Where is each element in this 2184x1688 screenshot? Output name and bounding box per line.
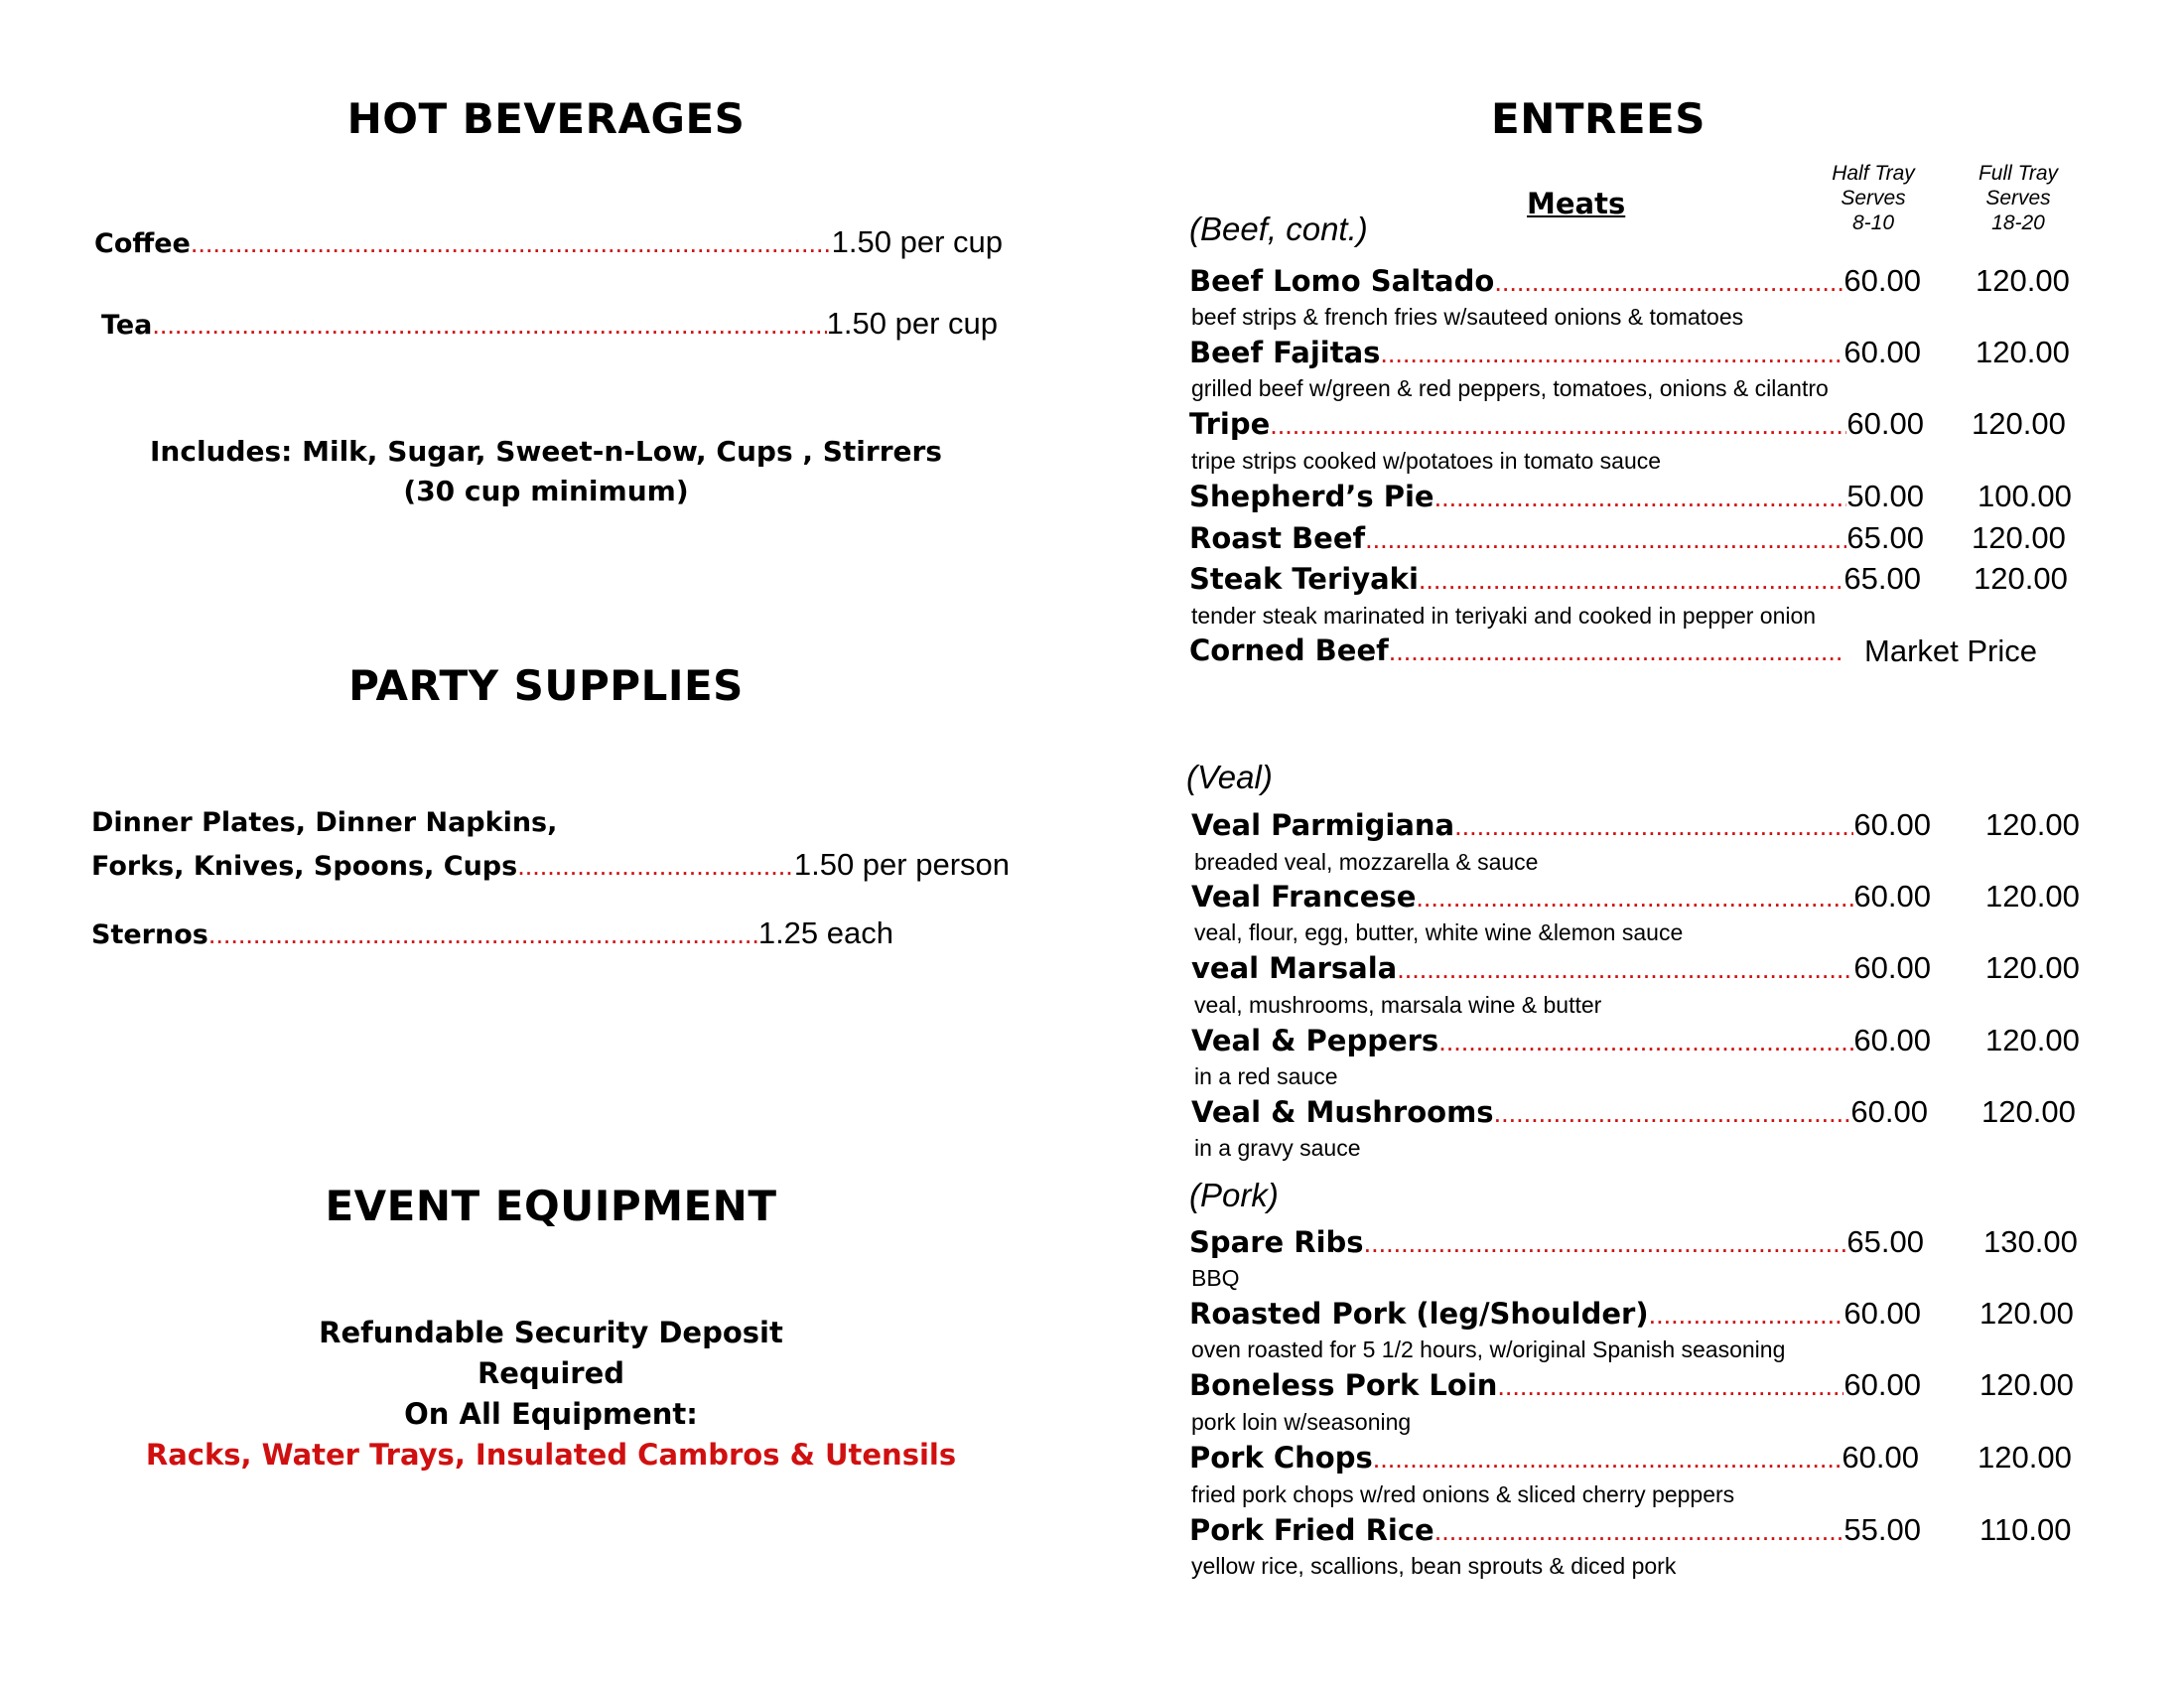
menu-item-corned-beef <box>1189 633 1844 667</box>
dot-leader <box>1494 1098 1851 1129</box>
dot-leader <box>1649 1300 1844 1331</box>
half-price: 60.00 <box>1853 879 1931 914</box>
menu-item-veal-marsala <box>1191 950 1931 986</box>
dot-leader <box>1416 883 1853 914</box>
entrees-title: ENTREES <box>1491 94 1706 143</box>
full-price: 100.00 <box>1978 479 2072 513</box>
menu-item-veal-parmigiana <box>1191 807 1931 843</box>
tea-price: 1.50 per cup <box>826 306 998 341</box>
dot-leader <box>208 919 758 950</box>
half-price: 60.00 <box>1842 1440 1919 1475</box>
item-description: yellow rice, scallions, bean sprouts & diced pork <box>1191 1553 1677 1579</box>
item-name: Roasted Pork (leg/Shoulder) <box>1189 1297 1649 1331</box>
item-name: Veal & Mushrooms <box>1191 1095 1494 1129</box>
party-supplies-line-1: Dinner Plates, Dinner Napkins, <box>91 807 558 838</box>
tea-label: Tea <box>101 310 153 341</box>
half-price: 55.00 <box>1843 1512 1921 1547</box>
dot-leader <box>1434 483 1847 513</box>
menu-item-spare-ribs <box>1189 1224 1924 1260</box>
half-price: 65.00 <box>1843 561 1921 596</box>
beef-section-label: (Beef, cont.) <box>1189 211 1368 247</box>
event-equipment-title: EVENT EQUIPMENT <box>325 1182 777 1230</box>
full-price: 130.00 <box>1983 1224 2078 1259</box>
full-price: 120.00 <box>1976 335 2070 369</box>
menu-item-steak-teriyaki <box>1189 561 1921 597</box>
pork-section-label: (Pork) <box>1189 1177 1279 1213</box>
dot-leader <box>1364 1228 1847 1259</box>
sternos-price: 1.25 each <box>757 915 893 950</box>
dot-leader <box>1389 636 1844 667</box>
item-name: Tripe <box>1189 407 1271 441</box>
half-price: 60.00 <box>1843 263 1921 298</box>
menu-item-pork-chops <box>1189 1440 1919 1476</box>
dot-leader <box>152 310 826 341</box>
item-name: Corned Beef <box>1189 633 1389 667</box>
item-name: Pork Chops <box>1189 1441 1373 1475</box>
item-name: Veal Francese <box>1191 880 1417 914</box>
full-price: 120.00 <box>1985 1023 2080 1057</box>
dot-leader <box>1497 1371 1843 1402</box>
item-name: Spare Ribs <box>1189 1225 1364 1259</box>
menu-item-tripe <box>1189 406 1924 442</box>
half-tray-count: 8-10 <box>1851 211 1895 234</box>
item-description: tender steak marinated in teriyaki and cooked in pepper onion <box>1191 603 1817 629</box>
menu-item-roasted-pork <box>1189 1296 1921 1332</box>
menu-item-pork-fried-rice <box>1189 1512 1921 1548</box>
full-price: 120.00 <box>1976 263 2070 298</box>
full-price: 120.00 <box>1981 1094 2076 1129</box>
half-price: 60.00 <box>1853 807 1931 842</box>
full-price: 110.00 <box>1979 1512 2072 1547</box>
half-tray-label: Half Tray <box>1832 162 1915 185</box>
half-price: 60.00 <box>1846 406 1924 441</box>
full-tray-count: 18-20 <box>1991 211 2045 234</box>
item-description: oven roasted for 5 1/2 hours, w/original Spanish seasoning <box>1191 1336 1786 1362</box>
hot-beverages-title: HOT BEVERAGES <box>346 94 746 143</box>
party-supplies-title: PARTY SUPPLIES <box>348 661 744 710</box>
half-price: 60.00 <box>1843 335 1921 369</box>
item-description: BBQ <box>1191 1265 1240 1291</box>
menu-item-veal-mushrooms <box>1191 1094 1928 1130</box>
menu-item-roast-beef <box>1189 520 1924 556</box>
dot-leader <box>1454 811 1853 842</box>
coffee-price: 1.50 per cup <box>831 224 1003 259</box>
item-name: Veal & Peppers <box>1191 1024 1439 1057</box>
item-name: Shepherd’s Pie <box>1189 480 1434 513</box>
includes-line-1: Includes: Milk, Sugar, Sweet-n-Low, Cups , Stirrers <box>150 435 942 468</box>
deposit-line-1: Refundable Security Deposit <box>319 1316 783 1349</box>
full-price: 120.00 <box>1979 1367 2074 1402</box>
dot-leader <box>1438 1027 1853 1057</box>
dot-leader <box>1365 524 1846 555</box>
item-description: beef strips & french fries w/sauteed onions & tomatoes <box>1191 304 1744 330</box>
full-price: 120.00 <box>1972 520 2066 555</box>
dot-leader <box>1434 1516 1844 1547</box>
item-name: Roast Beef <box>1189 521 1366 555</box>
menu-item-boneless-pork-loin <box>1189 1367 1921 1403</box>
menu-item-shepherds-pie <box>1189 479 1924 514</box>
item-description: breaded veal, mozzarella & sauce <box>1194 849 1539 875</box>
dot-leader <box>1380 339 1843 369</box>
dot-leader <box>1270 410 1846 441</box>
full-price: 120.00 <box>1978 1440 2072 1475</box>
equipment-list: Racks, Water Trays, Insulated Cambros & Utensils <box>145 1438 957 1472</box>
dot-leader <box>191 228 832 259</box>
full-tray-header <box>1954 161 2083 235</box>
market-price: Market Price <box>1864 633 2037 668</box>
full-price: 120.00 <box>1985 807 2080 842</box>
item-description: in a gravy sauce <box>1194 1135 1361 1161</box>
full-tray-serves: Serves <box>1985 187 2051 210</box>
dot-leader <box>1373 1444 1843 1475</box>
cutlery-label: Forks, Knives, Spoons, Cups <box>91 851 518 882</box>
dot-leader <box>1494 267 1843 298</box>
full-price: 120.00 <box>1979 1296 2074 1331</box>
full-price: 120.00 <box>1974 561 2068 596</box>
party-supplies-row <box>91 847 1010 883</box>
coffee-label: Coffee <box>94 228 191 259</box>
item-description: grilled beef w/green & red peppers, tomatoes, onions & cilantro <box>1191 375 1829 401</box>
deposit-line-3: On All Equipment: <box>404 1397 698 1431</box>
item-description: veal, flour, egg, butter, white wine &lemon sauce <box>1194 919 1684 945</box>
item-name: Beef Lomo Saltado <box>1189 264 1495 298</box>
dot-leader <box>517 851 794 882</box>
half-tray-header <box>1809 161 1938 235</box>
item-name: Boneless Pork Loin <box>1189 1368 1498 1402</box>
includes-line-2: (30 cup minimum) <box>403 475 689 507</box>
sternos-row <box>91 915 893 951</box>
half-price: 60.00 <box>1853 1023 1931 1057</box>
half-price: 60.00 <box>1853 950 1931 985</box>
half-price: 65.00 <box>1846 1224 1924 1259</box>
item-description: fried pork chops w/red onions & sliced cherry peppers <box>1191 1481 1735 1507</box>
menu-item-veal-peppers <box>1191 1023 1931 1058</box>
item-name: veal Marsala <box>1191 951 1398 985</box>
deposit-line-2: Required <box>477 1356 625 1390</box>
item-description: pork loin w/seasoning <box>1191 1409 1412 1435</box>
tea-row <box>101 306 998 342</box>
sternos-label: Sternos <box>91 919 208 950</box>
half-price: 60.00 <box>1850 1094 1928 1129</box>
dot-leader <box>1419 565 1844 596</box>
dot-leader <box>1397 954 1853 985</box>
menu-item-beef-lomo-saltado <box>1189 263 1921 299</box>
menu-item-veal-francese <box>1191 879 1931 914</box>
half-tray-serves: Serves <box>1841 187 1906 210</box>
full-price: 120.00 <box>1985 879 2080 914</box>
full-tray-label: Full Tray <box>1978 162 2059 185</box>
half-price: 60.00 <box>1843 1296 1921 1331</box>
full-price: 120.00 <box>1972 406 2066 441</box>
item-name: Pork Fried Rice <box>1189 1513 1434 1547</box>
cutlery-price: 1.50 per person <box>793 847 1010 882</box>
item-name: Beef Fajitas <box>1189 336 1381 369</box>
half-price: 50.00 <box>1846 479 1924 513</box>
item-description: in a red sauce <box>1194 1063 1338 1089</box>
item-description: veal, mushrooms, marsala wine & butter <box>1194 992 1602 1018</box>
half-price: 65.00 <box>1846 520 1924 555</box>
menu-item-beef-fajitas <box>1189 335 1921 370</box>
meats-subtitle: Meats <box>1527 187 1626 220</box>
coffee-row <box>94 224 1003 260</box>
veal-section-label: (Veal) <box>1186 759 1273 795</box>
half-price: 60.00 <box>1843 1367 1921 1402</box>
item-name: Veal Parmigiana <box>1191 808 1455 842</box>
full-price: 120.00 <box>1985 950 2080 985</box>
item-description: tripe strips cooked w/potatoes in tomato sauce <box>1191 448 1662 474</box>
item-name: Steak Teriyaki <box>1189 562 1419 596</box>
